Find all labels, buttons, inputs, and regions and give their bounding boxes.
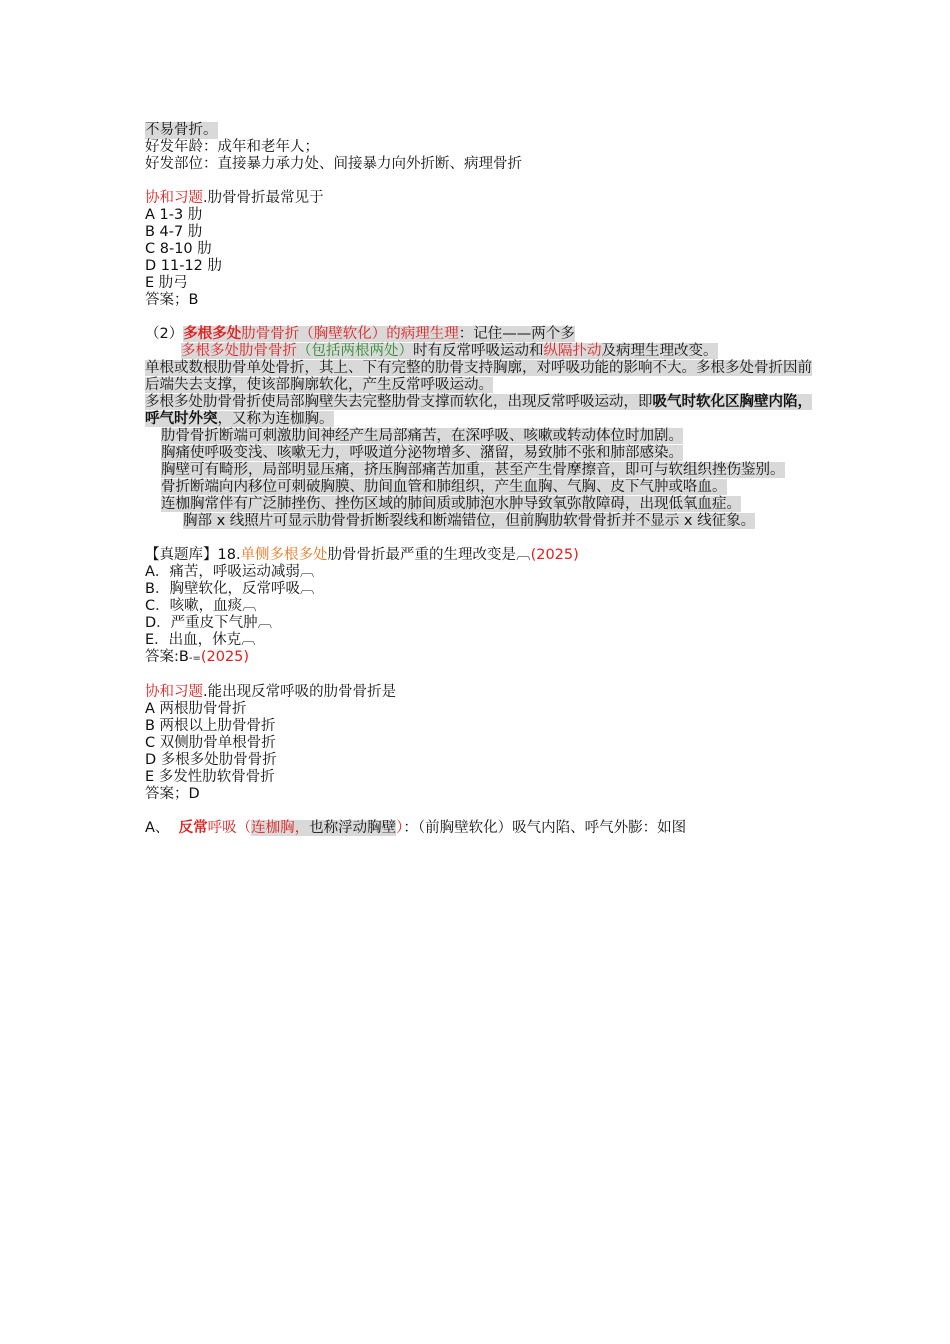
option-b: B．胸壁软化，反常呼吸︹: [145, 581, 315, 597]
option-b: B 4-7 肋: [145, 224, 203, 240]
answer: 答案；D: [145, 786, 200, 802]
paragraph: [145, 479, 815, 496]
option-c: C 8-10 肋: [145, 241, 212, 257]
option-b: B 两根以上肋骨骨折: [145, 718, 276, 734]
heading-tail: ：记住——两个多: [458, 326, 575, 342]
text-plain: ：（前胸壁软化）吸气内陷、呼气外膨：如图: [403, 820, 687, 836]
question-text: .肋骨骨折最常见于: [203, 190, 324, 206]
question-stem: [145, 684, 815, 701]
paragraph-text: 单根或数根肋骨单处骨折，其上、下有完整的肋骨支持胸廓，对呼吸功能的影响不大。多根多处骨折因前后端失去支撑，使该部胸廓软化，产生反常呼吸运动。: [145, 360, 812, 393]
option-d: D．严重皮下气肿︹: [145, 615, 273, 631]
option-a: A 1-3 肋: [145, 207, 203, 223]
option-e: E 多发性肋软骨骨折: [145, 769, 275, 785]
paragraph-text: 骨折断端向内移位可刺破胸膜、肋间血管和肺组织，产生血胸、气胸、皮下气肿或咯血。: [161, 479, 727, 495]
text-red: 多根多处肋骨骨折: [181, 343, 297, 359]
option-c: C 双侧肋骨单根骨折: [145, 735, 276, 751]
paragraph: [145, 428, 815, 445]
paragraph-bold: 吸气时软化区胸壁内陷，呼气时外突: [145, 394, 812, 427]
text-red: ）: [396, 820, 404, 836]
option-a: A．痛苦，呼吸运动减弱︹: [145, 564, 315, 580]
paragraph: [145, 445, 815, 462]
paragraph: [145, 360, 815, 394]
paragraph: [145, 462, 815, 479]
blank-mark: ︹: [516, 547, 531, 563]
paragraph-text: 胸壁可有畸形，局部明显压痛，挤压胸部痛苦加重，甚至产生骨摩擦音，即可与软组织挫伤鉴别。: [161, 462, 785, 478]
paragraph-text: 多根多处肋骨骨折使局部胸壁失去完整肋骨支撑而软化，出现反常呼吸运动，即: [145, 394, 653, 410]
paragraph: [145, 496, 815, 513]
paragraph: [145, 394, 815, 428]
section-line: [145, 820, 815, 837]
text-line: 好发部位：直接暴力承力处、间接暴力向外折断、病理骨折: [145, 156, 522, 172]
paragraph-text: 胸痛使呼吸变浅、咳嗽无力，呼吸道分泌物增多、潴留，易致肺不张和肺部感染。: [161, 445, 683, 461]
text-red: 连枷胸，: [251, 820, 310, 836]
question-text: .能出现反常呼吸的肋骨骨折是: [203, 684, 397, 700]
question-source: 协和习题: [145, 684, 203, 700]
question-stem: [145, 190, 815, 207]
paragraph: [145, 513, 815, 530]
heading-bold: 多根多处: [183, 326, 242, 342]
paragraph-text: 连枷胸常伴有广泛肺挫伤、挫伤区域的肺间质或肺泡水肿导致氧弥散障碍，出现低氧血症。: [161, 496, 741, 512]
section-line: [145, 343, 815, 360]
answer: 答案:B-=(2025): [145, 649, 250, 665]
section-number: （2）: [145, 326, 184, 342]
option-c: C．咳嗽，血痰︹: [145, 598, 257, 614]
item-label: A、: [145, 820, 170, 836]
option-e: E．出血，休克︹: [145, 632, 256, 648]
text-bold-red: 反常: [178, 820, 208, 836]
option-e: E 肋弓: [145, 275, 188, 291]
question-stem: [145, 547, 815, 564]
option-a: A 两根肋骨骨折: [145, 701, 247, 717]
text-plain: 时有反常呼吸运动和: [413, 343, 544, 359]
text-red: 呼吸（: [207, 820, 252, 836]
paragraph-text: ，又称为连枷胸。: [217, 411, 334, 427]
section-heading: [145, 326, 815, 343]
text-highlight: 也称浮动胸壁: [309, 820, 397, 836]
heading-red: 肋骨骨折（胸壁软化）的病理生理: [241, 326, 459, 342]
text-red: 纵隔扑动: [543, 343, 602, 359]
document-page: [145, 122, 815, 837]
question-text: 肋骨骨折最严重的生理改变是: [327, 547, 517, 563]
text-line: 不易骨折。: [145, 122, 218, 138]
paragraph-text: 胸部 x 线照片可显示肋骨骨折断裂线和断端错位，但前胸肋软骨骨折并不显示 x 线征象。: [183, 513, 756, 529]
question-prefix: 【真题库】18.: [145, 547, 241, 563]
answer: 答案；B: [145, 292, 199, 308]
question-highlight: 单侧多根多处: [240, 547, 328, 563]
text-green: （包括两根两处）: [297, 343, 413, 359]
option-d: D 11-12 肋: [145, 258, 223, 274]
question-source: 协和习题: [145, 190, 203, 206]
text-line: 好发年龄：成年和老年人；: [145, 139, 319, 155]
year-tag: (2025): [530, 547, 579, 563]
text-plain: 及病理生理改变。: [601, 343, 718, 359]
option-d: D 多根多处肋骨骨折: [145, 752, 277, 768]
paragraph-text: 肋骨骨折断端可刺激肋间神经产生局部痛苦，在深呼吸、咳嗽或转动体位时加剧。: [161, 428, 683, 444]
